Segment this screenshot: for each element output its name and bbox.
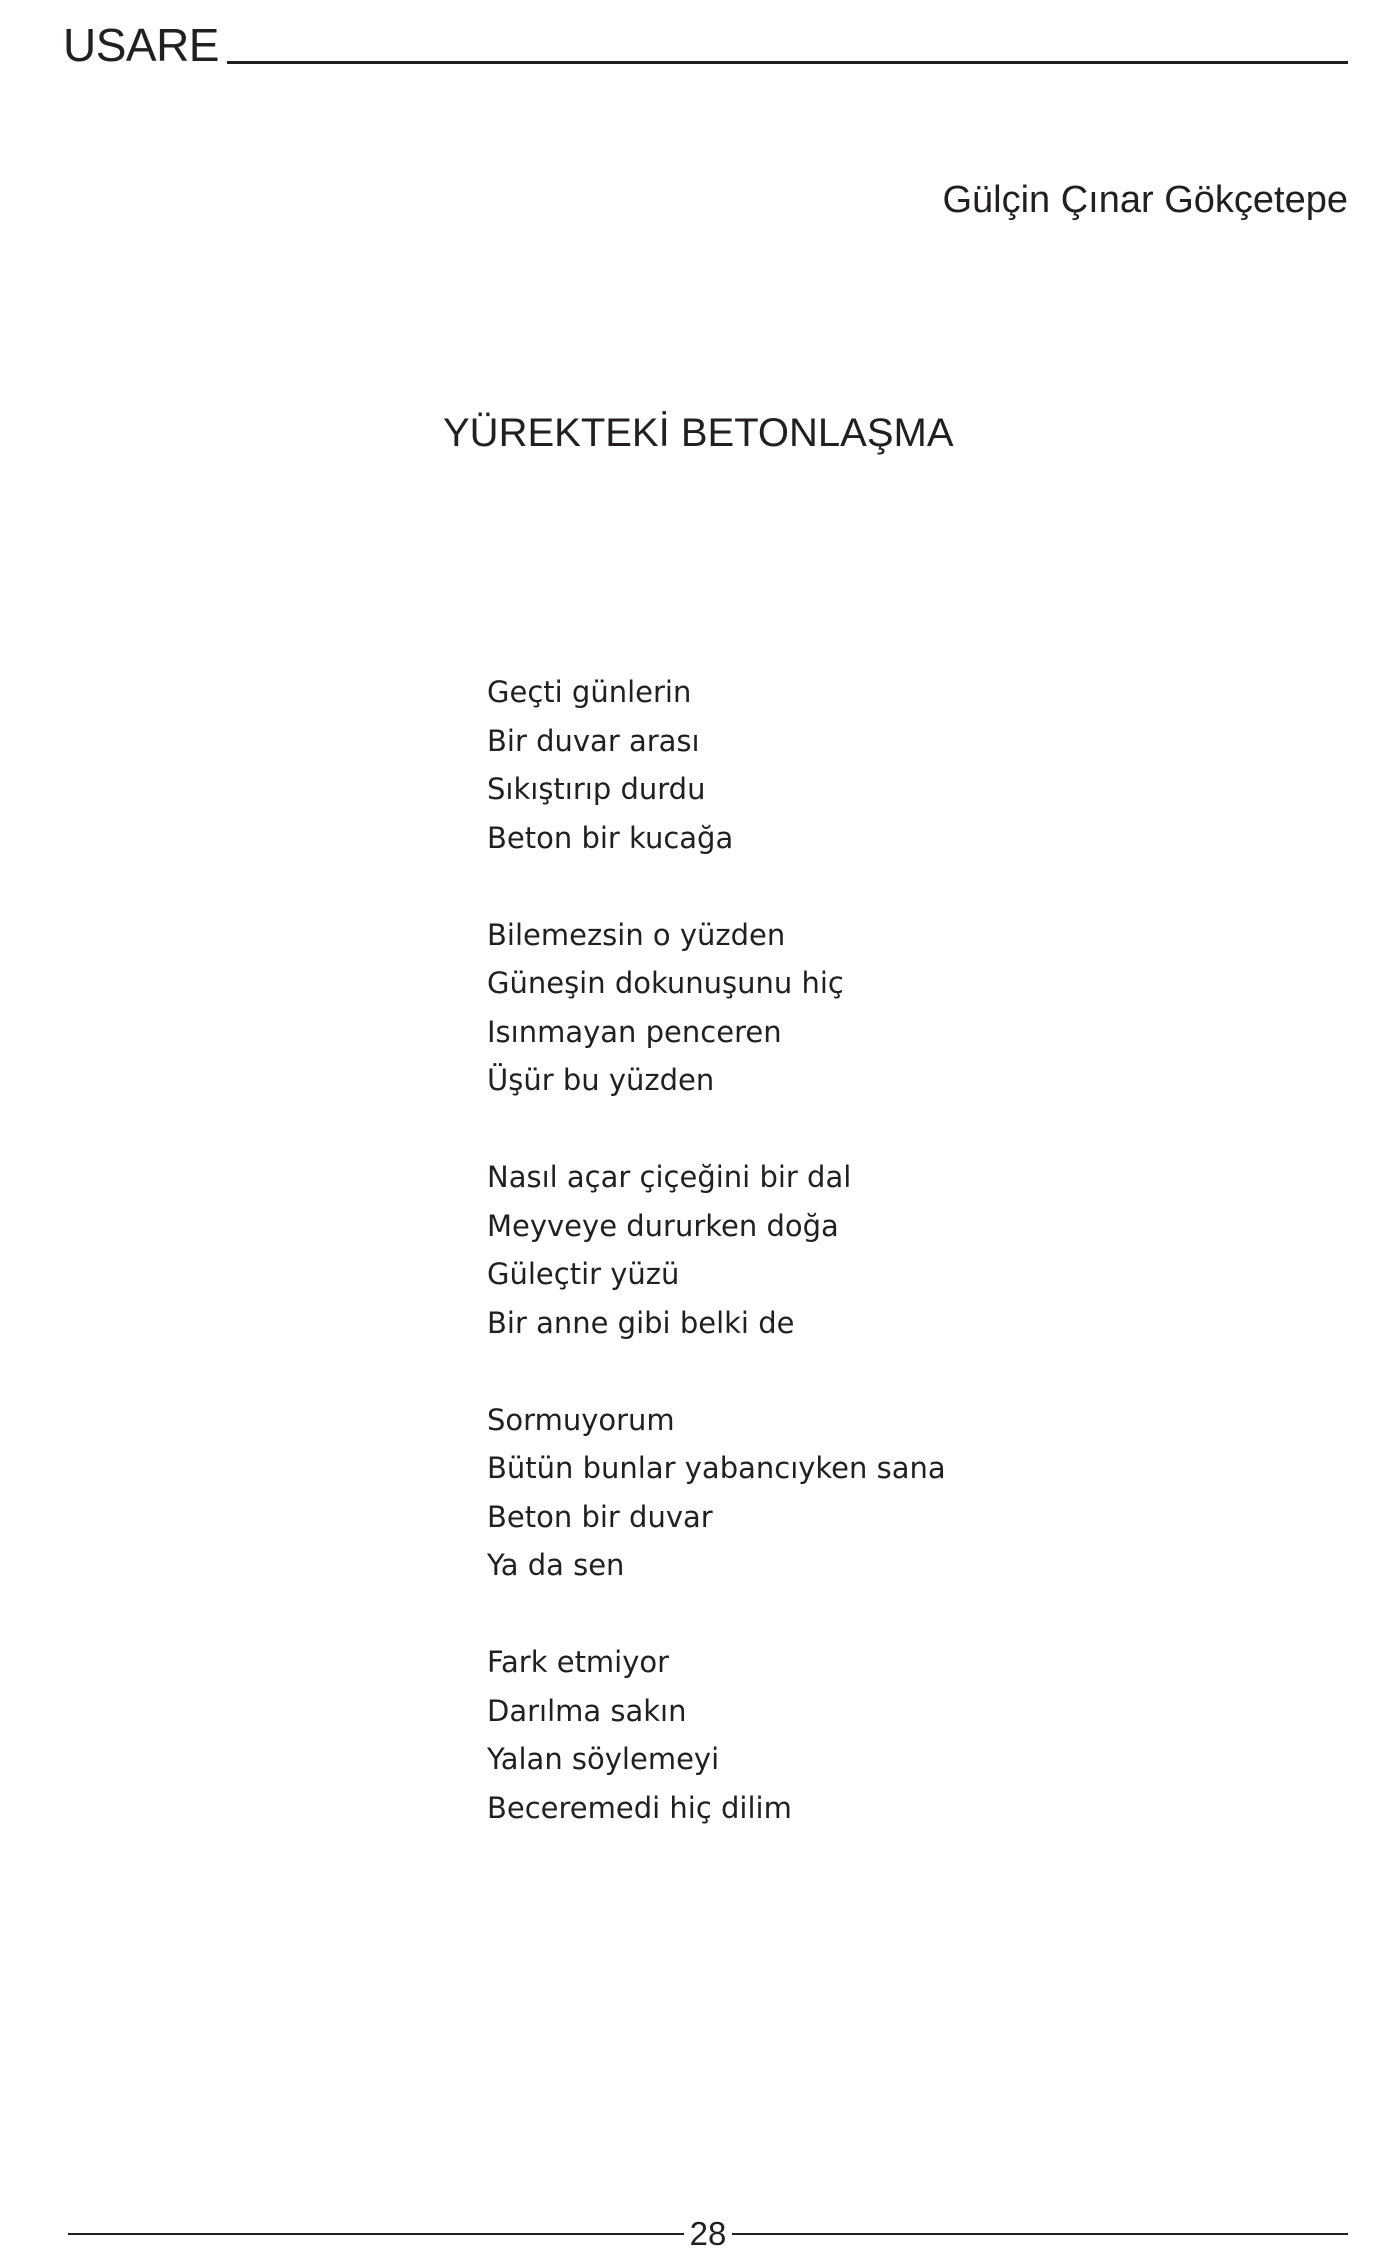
poem-line: Meyveye dururken doğa — [487, 1208, 839, 1243]
header-rule — [227, 61, 1348, 64]
footer-rule-left — [68, 2233, 684, 2235]
stanza — [487, 911, 1187, 1105]
poem-line: Güleçtir yüzü — [487, 1257, 680, 1291]
footer-rule-right — [732, 2233, 1348, 2235]
poem-line: Sıkıştırıp durdu — [487, 772, 706, 806]
poem-body — [487, 668, 1187, 1881]
page-number: 28 — [689, 2215, 727, 2252]
poem-line: Sormuyorum — [487, 1402, 675, 1437]
poem-line: Beton bir kucağa — [487, 820, 734, 855]
stanza — [487, 1638, 1187, 1832]
poem-line: Ya da sen — [487, 1548, 625, 1582]
poem-line: Güneşin dokunuşunu hiç — [487, 966, 844, 1000]
stanza — [487, 1153, 1187, 1347]
poem-line: Yalan söylemeyi — [487, 1742, 720, 1776]
poem-line: Bilemezsin o yüzden — [487, 917, 786, 952]
poem-line: Nasıl açar çiçeğini bir dal — [487, 1160, 852, 1194]
poem-line: Geçti günlerin — [487, 675, 692, 709]
poem-line: Bir duvar arası — [487, 723, 700, 758]
poem-line: Üşür bu yüzden — [487, 1063, 715, 1097]
poem-line: Isınmayan penceren — [487, 1014, 782, 1049]
poem-line: Fark etmiyor — [487, 1645, 670, 1679]
page-header — [63, 18, 1348, 71]
author-name: Gülçin Çınar Gökçetepe — [942, 179, 1348, 221]
poem-line: Bir anne gibi belki de — [487, 1305, 795, 1340]
poem-line: Beceremedi hiç dilim — [487, 1790, 792, 1825]
stanza — [487, 668, 1187, 862]
journal-title: USARE — [63, 19, 219, 71]
stanza — [487, 1396, 1187, 1590]
poem-line: Bütün bunlar yabancıyken sana — [487, 1451, 946, 1485]
poem-title: YÜREKTEKİ BETONLAŞMA — [443, 411, 954, 455]
poem-line: Beton bir duvar — [487, 1499, 713, 1534]
page-footer — [68, 2214, 1348, 2254]
poem-line: Darılma sakın — [487, 1693, 687, 1728]
